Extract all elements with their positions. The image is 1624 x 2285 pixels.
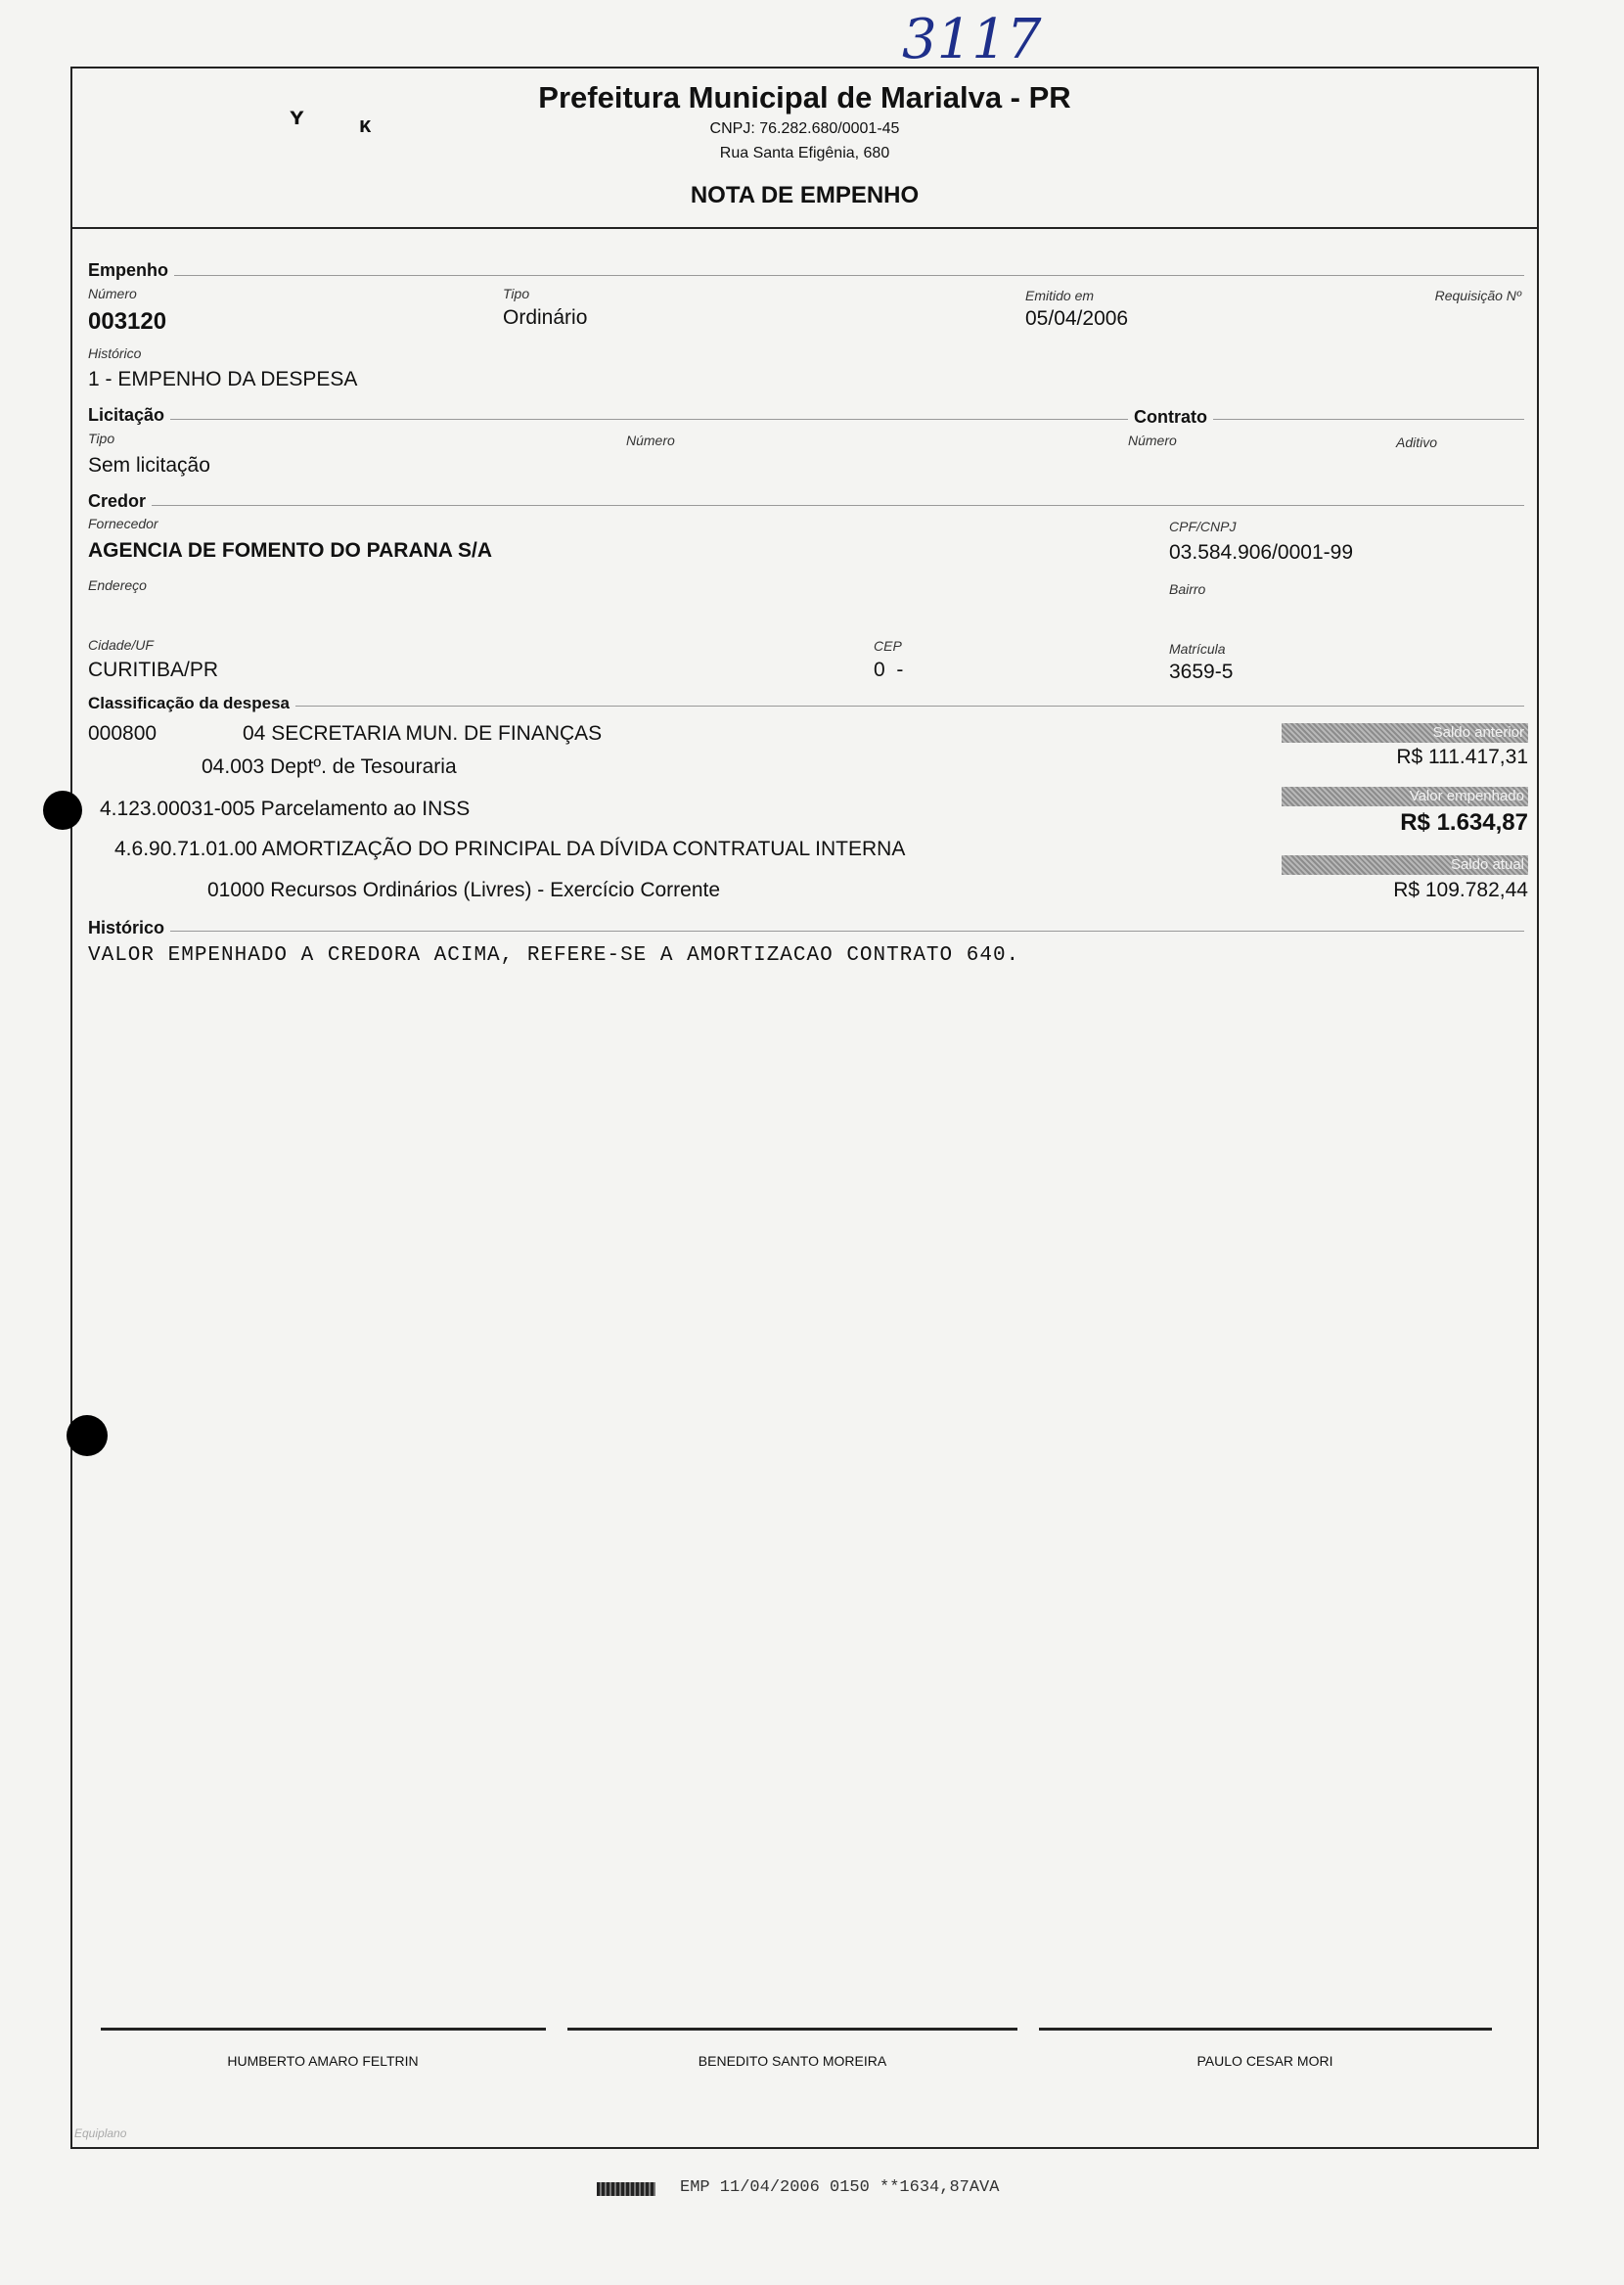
signature-line-3 xyxy=(1039,2028,1492,2031)
valor-empenhado-label: Valor empenhado xyxy=(1282,787,1528,806)
classificacao-section-label: Classificação da despesa xyxy=(88,694,295,713)
licitacao-tipo-label: Tipo xyxy=(88,431,115,446)
credor-rule xyxy=(88,505,1524,506)
historico-rule xyxy=(88,931,1524,932)
fornecedor-name: AGENCIA DE FOMENTO DO PARANA S/A xyxy=(88,539,493,562)
contrato-numero-label: Número xyxy=(1128,433,1177,448)
fornecedor-label: Fornecedor xyxy=(88,516,158,531)
historico-section-label: Histórico xyxy=(88,918,170,938)
contrato-section-label: Contrato xyxy=(1128,407,1213,428)
scan-mark-1: ʏ xyxy=(290,101,304,130)
software-tag: Equiplano xyxy=(74,2126,127,2140)
binder-hole-2 xyxy=(67,1415,108,1456)
credor-section-label: Credor xyxy=(88,491,152,512)
requisicao-label: Requisição Nº xyxy=(1434,288,1521,303)
signature-name-2: BENEDITO SANTO MOREIRA xyxy=(698,2053,887,2069)
cpf-cnpj-label: CPF/CNPJ xyxy=(1169,519,1237,534)
matricula-value: 3659-5 xyxy=(1169,661,1234,683)
historico-label: Histórico xyxy=(88,345,142,361)
cep-value: 0 - xyxy=(874,659,904,681)
empenho-section-label: Empenho xyxy=(88,260,174,281)
cidade-value: CURITIBA/PR xyxy=(88,659,219,681)
classificacao-line2: 04.003 Deptº. de Tesouraria xyxy=(202,755,457,778)
empenho-rule xyxy=(88,275,1524,276)
printer-mark-icon xyxy=(597,2182,655,2196)
saldo-atual-value: R$ 109.782,44 xyxy=(1393,879,1528,901)
valor-empenhado-value: R$ 1.634,87 xyxy=(1400,809,1528,836)
empenho-tipo: Ordinário xyxy=(503,306,588,329)
cpf-cnpj-value: 03.584.906/0001-99 xyxy=(1169,541,1354,564)
classificacao-line5: 01000 Recursos Ordinários (Livres) - Exercício Corrente xyxy=(207,879,721,901)
emitido-date: 05/04/2006 xyxy=(1025,307,1129,330)
saldo-anterior-value: R$ 111.417,31 xyxy=(1396,746,1528,768)
licitacao-rule xyxy=(88,419,1524,420)
municipality-title: Prefeitura Municipal de Marialva - PR xyxy=(538,80,1071,114)
licitacao-section-label: Licitação xyxy=(88,405,170,426)
matricula-label: Matrícula xyxy=(1169,641,1226,657)
signature-name-1: HUMBERTO AMARO FELTRIN xyxy=(227,2053,419,2069)
classificacao-code: 000800 xyxy=(88,722,158,745)
numero-label: Número xyxy=(88,286,137,301)
scan-mark-2: ᴋ xyxy=(359,113,372,137)
classificacao-line1: 04 SECRETARIA MUN. DE FINANÇAS xyxy=(243,722,603,745)
saldo-atual-label: Saldo atual xyxy=(1282,855,1528,875)
historico-text: VALOR EMPENHADO A CREDORA ACIMA, REFERE-SE A AMORTIZACAO CONTRATO 640. xyxy=(88,944,1020,967)
header-separator xyxy=(70,227,1539,229)
classificacao-line4: 4.6.90.71.01.00 AMORTIZAÇÃO DO PRINCIPAL DA DÍVIDA CONTRATUAL INTERNA xyxy=(114,838,906,860)
emitido-label: Emitido em xyxy=(1025,288,1095,303)
cnpj-line: CNPJ: 76.282.680/0001-45 xyxy=(709,120,900,137)
binder-hole-1 xyxy=(43,791,82,830)
footer-stamp: EMP 11/04/2006 0150 **1634,87AVA xyxy=(680,2178,1000,2197)
signature-line-2 xyxy=(567,2028,1017,2031)
signature-line-1 xyxy=(101,2028,546,2031)
cep-label: CEP xyxy=(874,638,902,654)
signature-name-3: PAULO CESAR MORI xyxy=(1196,2053,1333,2069)
handwritten-page-number: 3117 xyxy=(902,8,1042,71)
licitacao-numero-label: Número xyxy=(626,433,675,448)
tipo-label: Tipo xyxy=(503,286,530,301)
cidade-label: Cidade/UF xyxy=(88,637,154,653)
document-title: NOTA DE EMPENHO xyxy=(690,182,920,208)
classificacao-rule xyxy=(88,706,1524,707)
saldo-anterior-label: Saldo anterior xyxy=(1282,723,1528,743)
empenho-historico: 1 - EMPENHO DA DESPESA xyxy=(88,368,358,390)
bairro-label: Bairro xyxy=(1169,581,1206,597)
address-line: Rua Santa Efigênia, 680 xyxy=(719,145,890,161)
endereco-label: Endereço xyxy=(88,577,147,593)
classificacao-line3: 4.123.00031-005 Parcelamento ao INSS xyxy=(100,798,471,820)
empenho-numero: 003120 xyxy=(88,308,167,335)
contrato-aditivo-label: Aditivo xyxy=(1396,434,1438,450)
licitacao-tipo: Sem licitação xyxy=(88,454,210,477)
